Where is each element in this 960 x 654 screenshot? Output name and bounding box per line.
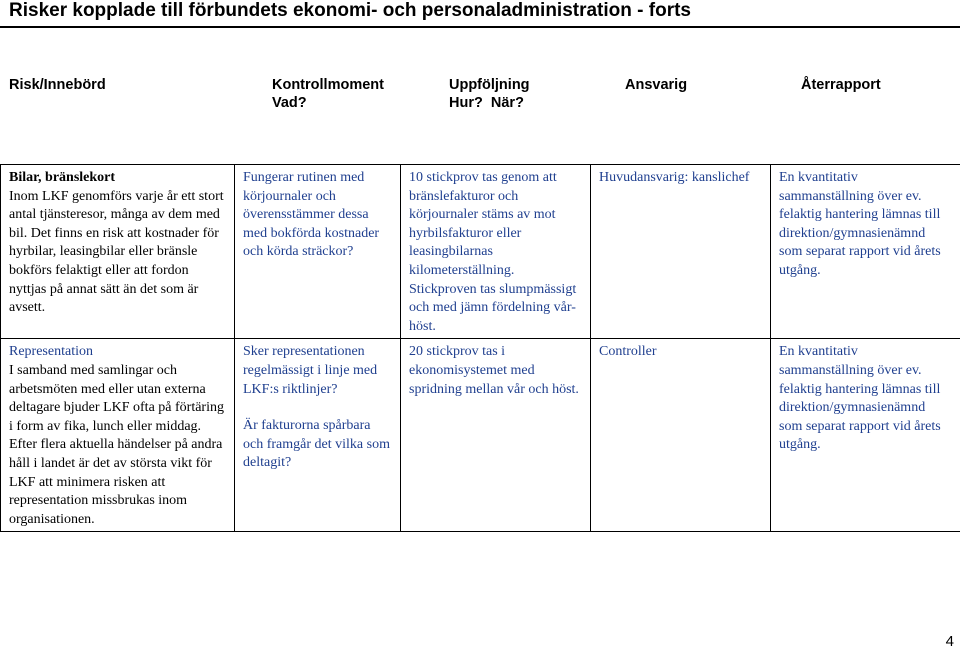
page-title: Risker kopplade till förbundets ekonomi- och personaladministration - forts xyxy=(9,0,691,21)
ansvarig-text: Huvudansvarig: kanslichef xyxy=(599,170,750,185)
header-aterrapport-label: Återrapport xyxy=(801,77,881,93)
header-risk-label: Risk/Innebörd xyxy=(9,77,106,93)
header-uppfoljning-line2: Hur? När? xyxy=(449,95,524,111)
risk-text: I samband med samlingar och arbetsmöten med eller utan externa deltagare bjuder LKF ofta på förtäring i form av fika, lunch eller middag. Efter flera aktuella händelser på andra håll i landet är det av största vikt för LKF att minimera risken att representation missbrukas inom organisationen. xyxy=(9,362,224,527)
header-risk xyxy=(9,76,106,94)
ansvarig-cell xyxy=(591,165,771,339)
aterrapport-text: En kvantitativ sammanställning över ev. felaktig hantering lämnas till direktion/gymnasienämnd som separat rapport vid årets utgång. xyxy=(779,170,941,278)
uppfoljning-text: 20 stickprov tas i ekonomisystemet med spridning mellan vår och höst. xyxy=(409,344,579,397)
ansvarig-cell xyxy=(591,339,771,532)
paragraph-gap xyxy=(243,399,392,417)
ansvarig-text: Controller xyxy=(599,344,657,360)
kontroll-cell xyxy=(235,165,401,339)
table-row xyxy=(1,165,960,339)
aterrapport-cell xyxy=(771,339,960,532)
header-aterrapport xyxy=(801,76,881,94)
risk-heading: Representation xyxy=(9,344,93,360)
header-uppfoljning xyxy=(449,76,530,112)
kontroll-text-a: Sker representationen regelmässigt i linje med LKF:s riktlinjer? xyxy=(243,344,378,397)
header-ansvarig xyxy=(625,76,687,94)
title-divider xyxy=(0,26,960,28)
risk-heading: Bilar, bränslekort xyxy=(9,170,116,185)
aterrapport-text: En kvantitativ sammanställning över ev. felaktig hantering lämnas till direktion/gymnasienämnd som separat rapport vid årets utgång. xyxy=(779,344,941,453)
risk-text: Inom LKF genomförs varje år ett stort antal tjänsteresor, många av dem med bil. Det finns en risk att kostnader för hyrbilar, leasingbilar eller bränsle bokförs felaktigt eller att fordon nyttjas på annat sätt än det som är avsett. xyxy=(9,188,224,316)
risk-cell xyxy=(1,339,235,532)
risk-cell xyxy=(1,165,235,339)
kontroll-cell xyxy=(235,339,401,532)
aterrapport-cell xyxy=(771,165,960,339)
kontroll-text: Fungerar rutinen med körjournaler och överensstämmer dessa med bokförda kostnader och körda sträckor? xyxy=(243,170,380,260)
uppfoljning-cell xyxy=(401,339,591,532)
header-kontroll-line2: Vad? xyxy=(272,95,307,111)
page-number: 4 xyxy=(945,633,954,650)
header-kontroll-line1: Kontrollmoment xyxy=(272,77,384,93)
kontroll-text-b: Är fakturorna spårbara och framgår det vilka som deltagit? xyxy=(243,418,390,471)
header-uppfoljning-line1: Uppföljning xyxy=(449,77,530,93)
uppfoljning-text: 10 stickprov tas genom att bränslefakturor och körjournaler stäms av mot hyrbilsfakturor eller leasingbilarnas kilometerställning. Stickproven tas slumpmässigt och med jämn fördelning vår-höst. xyxy=(409,170,577,334)
table-row xyxy=(1,339,960,532)
uppfoljning-cell xyxy=(401,165,591,339)
header-ansvarig-label: Ansvarig xyxy=(625,77,688,93)
header-kontrollmoment xyxy=(272,76,384,112)
risk-table xyxy=(0,164,960,532)
